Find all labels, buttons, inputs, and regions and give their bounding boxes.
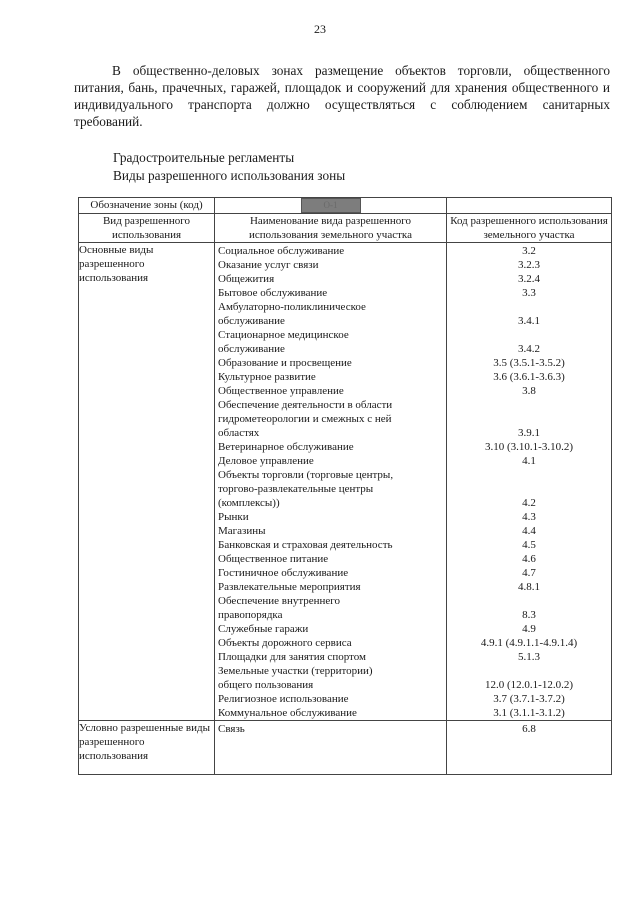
use-name-line: Обеспечение деятельности в области	[218, 399, 393, 411]
page-number: 23	[314, 22, 326, 36]
use-code: 4.3	[522, 511, 536, 523]
use-code: 3.7 (3.7.1-3.7.2)	[493, 693, 565, 705]
conditional-uses-codes	[447, 721, 612, 775]
use-code: 12.0 (12.0.1-12.0.2)	[485, 679, 573, 691]
code-spacer	[447, 594, 611, 608]
use-name-line: Служебные гаражи	[218, 623, 309, 635]
use-code: 3.8	[522, 385, 536, 397]
zone-label-cell	[79, 198, 215, 214]
use-name-line: Культурное развитие	[218, 371, 316, 383]
use-code: 3.3	[522, 287, 536, 299]
use-name-line: Связь	[218, 723, 245, 735]
use-name-line: Деловое управление	[218, 455, 314, 467]
main-group-label: Основные виды разрешенного использования	[79, 243, 215, 721]
col3-header: Код разрешенного использования земельного участка	[447, 214, 612, 243]
use-name-line: Обеспечение внутреннего	[218, 595, 341, 607]
use-name-line: Бытовое обслуживание	[218, 287, 328, 299]
zone-row	[79, 198, 612, 214]
col2-header: Наименование вида разрешенного использования земельного участка	[215, 214, 447, 243]
use-code: 4.6	[522, 553, 536, 565]
use-code: 3.2.3	[518, 259, 540, 271]
use-name-line: Банковская и страховая деятельность	[218, 539, 393, 551]
use-code: 4.5	[522, 539, 536, 551]
code-spacer	[447, 328, 611, 342]
use-name-line: Стационарное медицинское	[218, 329, 349, 341]
use-name-line: Коммунальное обслуживание	[218, 707, 357, 719]
use-name-line: Магазины	[218, 525, 266, 537]
use-code: 4.8.1	[518, 581, 540, 593]
use-code: 4.7	[522, 567, 536, 579]
code-spacer	[447, 300, 611, 314]
use-code: 6.8	[522, 723, 536, 735]
col1-header: Вид разрешенного использования	[79, 214, 215, 243]
use-code: 3.2	[522, 245, 536, 257]
use-name-line: Амбулаторно-поликлиническое	[218, 301, 366, 313]
use-code: 4.2	[522, 497, 536, 509]
main-uses-names	[215, 243, 447, 721]
use-name-line: Развлекательные мероприятия	[218, 581, 361, 593]
permitted-uses-table	[78, 197, 612, 775]
header-row	[79, 214, 612, 243]
use-name-line: (комплексы))	[218, 497, 280, 509]
use-name-line: обслуживание	[218, 343, 285, 355]
main-uses-codes	[447, 243, 612, 721]
use-code: 3.5 (3.5.1-3.5.2)	[493, 357, 565, 369]
heading-regulations: Градостроительные регламенты	[113, 150, 295, 165]
use-code: 4.9.1 (4.9.1.1-4.9.1.4)	[480, 637, 578, 649]
use-code: 8.3	[522, 609, 536, 621]
heading-permitted-uses: Виды разрешенного использования зоны	[113, 168, 346, 183]
use-name-line: Образование и просвещение	[218, 357, 352, 369]
use-name-line: Земельные участки (территории)	[218, 665, 373, 677]
use-code: 4.4	[522, 525, 536, 537]
use-code: 5.1.3	[518, 651, 540, 663]
use-name-line: областях	[218, 427, 260, 439]
use-name-line: Социальное обслуживание	[218, 245, 345, 257]
zone-label: Обозначение зоны (код)	[90, 199, 203, 211]
use-code: 3.4.1	[518, 315, 540, 327]
code-spacer	[447, 468, 611, 482]
use-name-line: Религиозное использование	[218, 693, 349, 705]
intro-paragraph: В общественно-деловых зонах размещение объектов торговли, общественного питания, бань, прачечных, гаражей, площадок и сооружений для хранения общественного и индивидуального транспорта должно осуществляться с соблюдением санитарных требований.	[74, 63, 610, 129]
use-code: 4.1	[522, 455, 536, 467]
use-name-line: Рынки	[218, 511, 249, 523]
zone-code-cell	[215, 198, 447, 214]
use-name-line: Площадки для занятия спортом	[218, 651, 366, 663]
conditional-uses-names	[215, 721, 447, 775]
code-spacer	[447, 664, 611, 678]
use-name-line: Ветеринарное обслуживание	[218, 441, 354, 453]
use-name-line: Общежития	[218, 273, 275, 285]
use-name-line: Оказание услуг связи	[218, 259, 319, 271]
conditional-uses-row	[79, 721, 612, 775]
use-name-line: торгово-развлекательные центры	[218, 483, 374, 495]
zone-code: О-1	[301, 198, 361, 213]
use-name-line: Объекты торговли (торговые центры,	[218, 469, 394, 481]
code-spacer	[447, 398, 611, 412]
use-name-line: Общественное управление	[218, 385, 344, 397]
use-name-line: Гостиничное обслуживание	[218, 567, 349, 579]
use-code: 3.2.4	[518, 273, 540, 285]
main-uses-row	[79, 243, 612, 721]
use-code: 4.9	[522, 623, 536, 635]
use-code: 3.6 (3.6.1-3.6.3)	[493, 371, 565, 383]
use-name-line: общего пользования	[218, 679, 314, 691]
use-code: 3.9.1	[518, 427, 540, 439]
use-name-line: обслуживание	[218, 315, 285, 327]
use-name-line: Общественное питание	[218, 553, 329, 565]
code-spacer	[447, 412, 611, 426]
code-spacer	[447, 482, 611, 496]
use-code: 3.4.2	[518, 343, 540, 355]
use-name-line: правопорядка	[218, 609, 283, 621]
use-name-line: Объекты дорожного сервиса	[218, 637, 352, 649]
conditional-group-label: Условно разрешенные виды разрешенного использования	[79, 721, 215, 775]
zone-empty-cell	[447, 198, 612, 214]
use-name-line: гидрометеорологии и смежных с ней	[218, 413, 392, 425]
use-code: 3.10 (3.10.1-3.10.2)	[485, 441, 573, 453]
use-code: 3.1 (3.1.1-3.1.2)	[493, 707, 565, 719]
